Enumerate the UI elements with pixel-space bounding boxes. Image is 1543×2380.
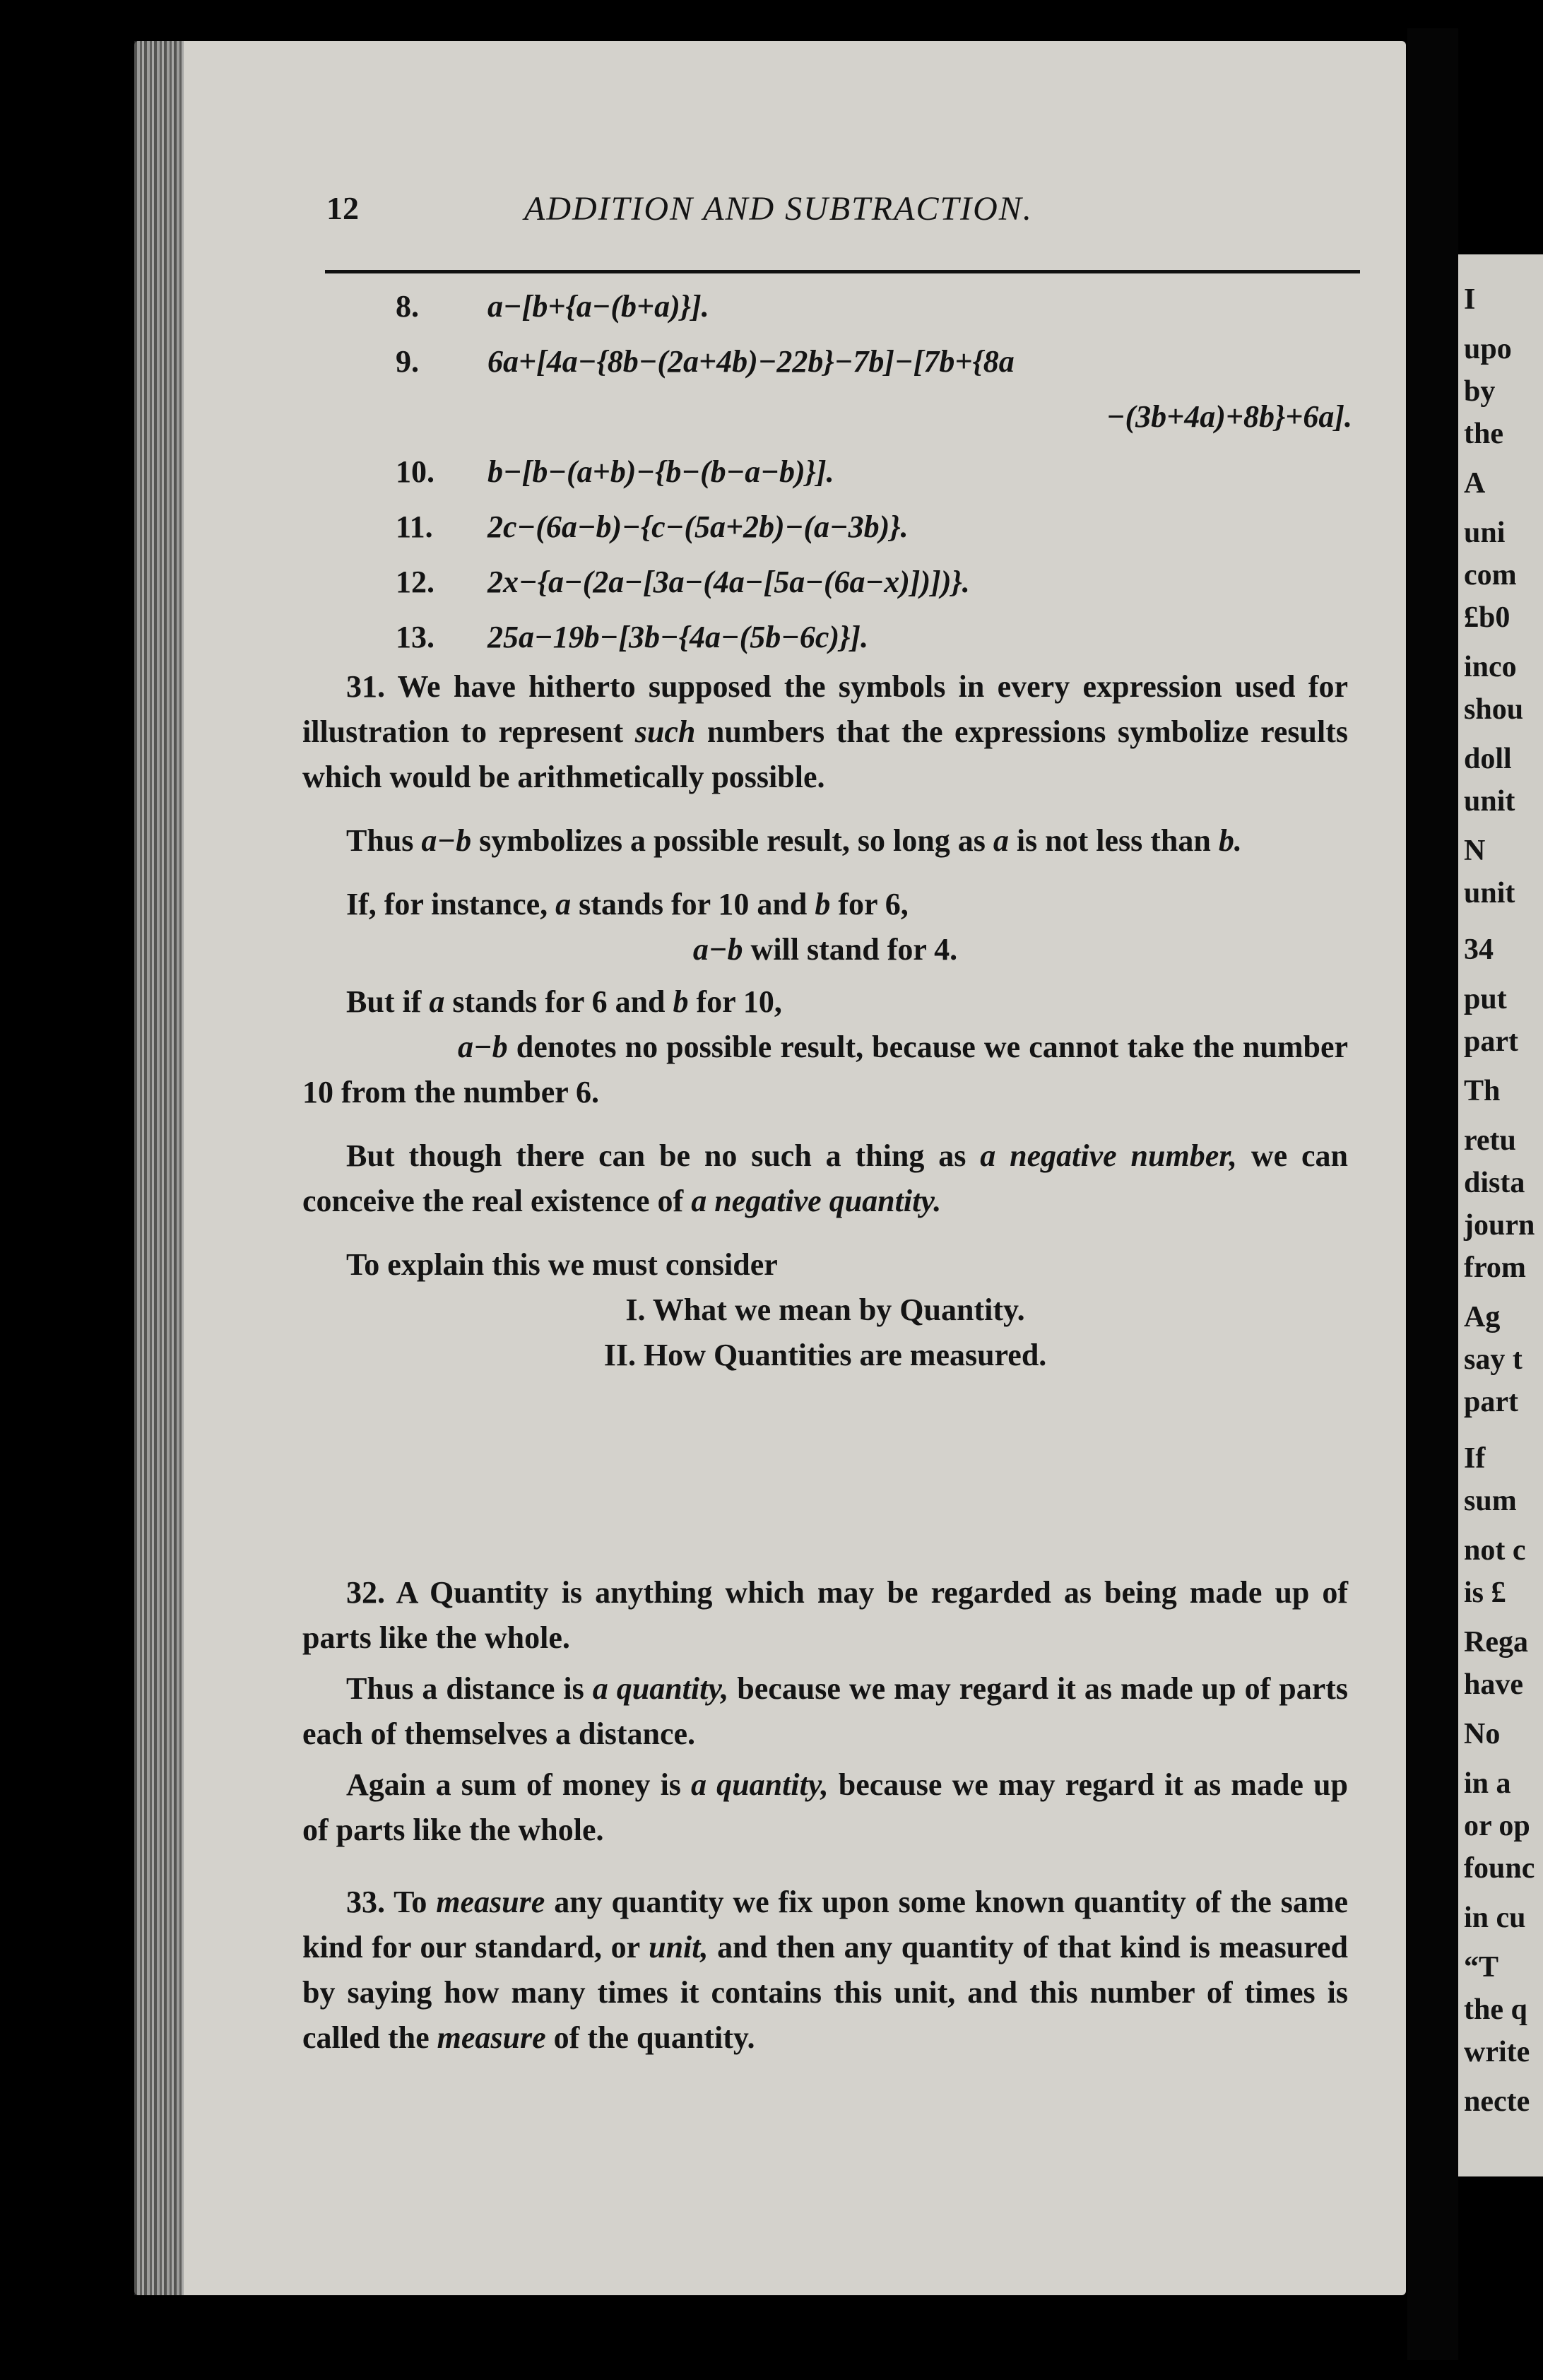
math-inline: a−b (421, 823, 472, 858)
math-inline: b (673, 984, 689, 1019)
section-33 (302, 1880, 1348, 2061)
facing-page-text: £b0 (1464, 601, 1511, 634)
book-spine-edge (134, 41, 184, 2295)
exercise-expression: 6a+[4a−{8b−(2a+4b)−22b}−7b]−[7b+{8a (487, 344, 1015, 379)
paragraph (302, 1133, 1348, 1224)
facing-page-text: by (1464, 375, 1496, 408)
exercise-number: 9. (396, 344, 419, 379)
section-number: 31. (346, 669, 385, 704)
exercise-expression-continued: −(3b+4a)+8b}+6a]. (1106, 399, 1352, 434)
list-item (302, 1288, 1348, 1333)
text: is not less than (1016, 823, 1211, 858)
exercise-item (396, 283, 1371, 338)
exercise-expression: 2c−(6a−b)−{c−(5a+2b)−(a−3b)}. (487, 509, 909, 544)
text: But if (346, 984, 422, 1019)
text: But though there can be no such a thing as (346, 1138, 966, 1173)
emphasis: a negative quantity. (691, 1184, 942, 1218)
section-number: 32. (346, 1575, 385, 1610)
paragraph (302, 1242, 1348, 1288)
facing-page-text: founc (1464, 1852, 1535, 1885)
section-number: 33. (346, 1885, 385, 1919)
facing-page-text: necte (1464, 2085, 1530, 2118)
math-inline: a−b (458, 1030, 508, 1064)
facing-page-text: sum (1464, 1485, 1517, 1517)
facing-page-text: journ (1464, 1209, 1535, 1242)
math-inline: a−b (692, 932, 743, 967)
facing-page-text: part (1464, 1386, 1518, 1418)
text: To (394, 1885, 427, 1919)
facing-page-text: If (1464, 1442, 1486, 1475)
facing-page-text: unit (1464, 785, 1515, 818)
text: We have hitherto supposed the symbols in every expression used for illustration to represent (302, 669, 1348, 749)
text: numbers that the expressions symbolize results which would be arithmetically possible. (302, 714, 1348, 794)
facing-page-text: Ag (1464, 1301, 1501, 1333)
facing-page-text: A (1464, 467, 1486, 500)
emphasis: such (634, 714, 696, 749)
facing-page-text: shou (1464, 693, 1524, 726)
math-inline: a (555, 887, 572, 921)
facing-page-text: doll (1464, 743, 1512, 775)
text: and then any quantity of that kind is measured by saying how many times it contains this unit, and this number of times is called the (302, 1930, 1349, 2055)
text: we can conceive the real existence of (302, 1138, 1349, 1218)
facing-page-text: in cu (1464, 1902, 1526, 1934)
facing-page-text: put (1464, 983, 1507, 1015)
exercise-item (396, 558, 1371, 613)
running-head (326, 189, 1358, 239)
exercise-expression: 2x−{a−(2a−[3a−(4a−[5a−(6a−x)])])}. (487, 565, 970, 599)
text: will stand for 4. (750, 932, 958, 967)
page-number: 12 (326, 190, 359, 226)
text: stands for 6 and (452, 984, 666, 1019)
chapter-title: ADDITION AND SUBTRACTION. (524, 190, 1033, 228)
math-inline: b (815, 887, 831, 921)
facing-page-text: upo (1464, 333, 1512, 365)
text: Thus (346, 823, 414, 858)
facing-page-fragment (1458, 254, 1543, 2176)
exercise-list (396, 283, 1371, 668)
paragraph (302, 818, 1348, 864)
exercise-number: 13. (396, 620, 434, 654)
facing-page-text: say t (1464, 1343, 1523, 1376)
exercise-item (396, 503, 1371, 558)
facing-page-text: not c (1464, 1534, 1526, 1567)
facing-page-text: write (1464, 2036, 1530, 2068)
exercise-item (396, 613, 1371, 668)
paragraph (302, 1570, 1348, 1661)
facing-page-text: Rega (1464, 1626, 1528, 1659)
facing-page-text: part (1464, 1025, 1518, 1058)
page-gutter (1407, 28, 1458, 2360)
emphasis: a quantity, (592, 1671, 729, 1706)
paragraph (302, 927, 1348, 972)
text: because we may regard it as made up of parts each of themselves a distance. (302, 1671, 1349, 1751)
exercise-item-continuation (396, 393, 1371, 448)
emphasis: measure (437, 2020, 546, 2055)
paragraph (302, 979, 1348, 1025)
emphasis: unit, (649, 1930, 709, 1964)
list-item (302, 1333, 1348, 1378)
header-rule (325, 270, 1360, 273)
paragraph (302, 664, 1348, 800)
facing-page-text: dista (1464, 1167, 1525, 1199)
facing-page-text: “T (1464, 1951, 1499, 1984)
section-31 (302, 664, 1348, 1378)
facing-page-text: 34 (1464, 933, 1494, 966)
exercise-expression: b−[b−(a+b)−{b−(b−a−b)}]. (487, 454, 834, 489)
math-inline: a (993, 823, 1009, 858)
math-inline: b. (1218, 823, 1242, 858)
exercise-number: 8. (396, 289, 419, 324)
facing-page-text: I (1464, 283, 1476, 316)
exercise-number: 10. (396, 454, 434, 489)
facing-page-text: uni (1464, 517, 1506, 549)
text: I. What we mean by Quantity. (625, 1292, 1025, 1327)
facing-page-text: from (1464, 1251, 1526, 1284)
facing-page-text: No (1464, 1718, 1501, 1750)
exercise-item (396, 338, 1371, 393)
text: of the quantity. (553, 2020, 755, 2055)
facing-page-text: or op (1464, 1810, 1530, 1842)
text: Thus a distance is (346, 1671, 584, 1706)
section-32 (302, 1570, 1348, 1853)
text: A Quantity is anything which may be regarded as being made up of parts like the whole. (302, 1575, 1348, 1655)
text: because we may regard it as made up of parts like the whole. (302, 1767, 1348, 1847)
emphasis: a negative number, (980, 1138, 1237, 1173)
exercise-number: 12. (396, 565, 434, 599)
text: symbolizes a possible result, so long as (479, 823, 986, 858)
facing-page-text: is £ (1464, 1577, 1506, 1609)
facing-page-text: Th (1464, 1075, 1501, 1107)
emphasis: a quantity, (691, 1767, 829, 1802)
exercise-expression: 25a−19b−[3b−{4a−(5b−6c)}]. (487, 620, 869, 654)
exercise-expression: a−[b+{a−(b+a)}]. (487, 289, 709, 324)
text: any quantity we fix upon some known quantity of the same kind for our standard, or (302, 1885, 1349, 1964)
text: To explain this we must consider (346, 1247, 778, 1282)
facing-page-text: unit (1464, 877, 1515, 909)
emphasis: measure (436, 1885, 545, 1919)
facing-page-text: inco (1464, 651, 1517, 683)
paragraph (302, 1025, 1348, 1115)
text: for 10, (696, 984, 782, 1019)
text: If, for instance, (346, 887, 548, 921)
paragraph (302, 1666, 1348, 1757)
facing-page-text: N (1464, 835, 1486, 867)
text: for 6, (838, 887, 909, 921)
math-inline: a (429, 984, 445, 1019)
facing-page-text: retu (1464, 1124, 1516, 1157)
facing-page-text: the q (1464, 1993, 1527, 2026)
exercise-number: 11. (396, 509, 433, 544)
text: stands for 10 and (579, 887, 808, 921)
text: Again a sum of money is (346, 1767, 681, 1802)
facing-page-text: have (1464, 1668, 1523, 1701)
facing-page-text: com (1464, 559, 1517, 591)
paragraph (302, 1880, 1348, 2061)
text: II. How Quantities are measured. (603, 1338, 1047, 1372)
facing-page-text: the (1464, 418, 1503, 450)
paragraph (302, 1762, 1348, 1853)
exercise-item (396, 448, 1371, 503)
text: denotes no possible result, because we cannot take the number 10 from the number 6. (302, 1030, 1349, 1109)
paragraph (302, 882, 1348, 927)
facing-page-text: in a (1464, 1767, 1511, 1800)
